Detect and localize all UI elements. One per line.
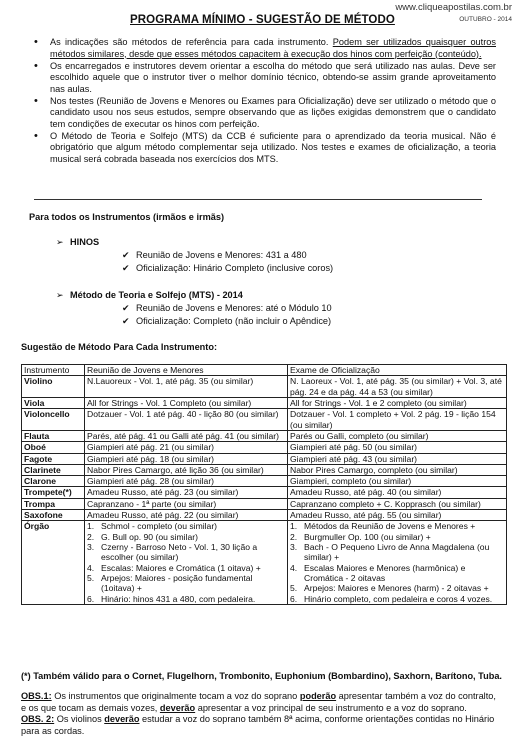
instrument-cell: Viola <box>22 397 85 408</box>
hinos-item-2-text: Oficialização: Hinário Completo (inclusive coros) <box>136 263 334 273</box>
youth-meeting-cell: Giampieri até pág. 28 (ou similar) <box>85 476 288 487</box>
list-item <box>87 594 285 604</box>
table-row <box>22 453 507 464</box>
list-text: Escalas Maiores e Menores (harmônica) e Cromática - 2 oitavas <box>304 562 466 583</box>
footnote-obs2 <box>21 714 503 737</box>
obs2-underlined: deverão <box>104 714 140 724</box>
obs1-underlined-1: poderão <box>299 691 337 701</box>
list-number: 3. <box>87 542 95 552</box>
table-header-row <box>22 365 507 376</box>
youth-meeting-cell: Capranzano - 1ª parte (ou similar) <box>85 498 288 509</box>
youth-meeting-cell: Parés, até pág. 41 ou Galli até pág. 41 (ou similar) <box>85 430 288 441</box>
list-item <box>87 532 285 542</box>
mts-arrow-icon: ➢ <box>56 290 64 300</box>
list-text: Bach - O Pequeno Livro de Anna Magdalena (ou similar) + <box>304 542 490 563</box>
mts-item-2 <box>122 316 331 328</box>
obs1-label: OBS.1: <box>21 691 52 701</box>
organ-right-list <box>290 521 504 604</box>
intro-bullet-4: • O Método de Teoria e Solfejo (MTS) da CCB é suficiente para o aprendizado da teoria musical. Não é obrigatório que algum método complementar seja utilizado. Nos testes e exames de oficialização, a teoria musical será cobrada baseada nos exercícios dos MTS. <box>34 131 496 166</box>
table-row <box>22 464 507 475</box>
list-text: Czerny - Barroso Neto - Vol. 1, 30 lição a escolher (ou similar) <box>101 542 258 563</box>
youth-meeting-cell: Giampieri até pág. 18 (ou similar) <box>85 453 288 464</box>
list-item <box>290 594 504 604</box>
officialization-cell <box>288 521 507 605</box>
list-item <box>290 583 504 593</box>
obs1-text-b: apresentar também a voz do contralto, e os que tocam as demais vozes, <box>21 691 496 713</box>
hinos-label: HINOS <box>70 237 100 247</box>
instrument-cell: Saxofone <box>22 510 85 521</box>
table-row-organ <box>22 521 507 605</box>
watermark-url: www.cliqueapostilas.com.br <box>395 2 512 13</box>
method-table-heading: Sugestão de Método Para Cada Instrumento: <box>21 342 218 352</box>
instrument-cell: Clarinete <box>22 464 85 475</box>
check-icon: ✔ <box>122 263 130 273</box>
list-number: 3. <box>290 542 298 552</box>
list-text: G. Bull op. 90 (ou similar) <box>101 531 198 542</box>
hinos-arrow-icon: ➢ <box>56 237 64 247</box>
list-number: 2. <box>290 531 298 542</box>
list-item <box>290 542 504 563</box>
list-item <box>290 521 504 531</box>
officialization-cell: All for Strings - Vol. 1 e 2 completo (ou similar) <box>288 397 507 408</box>
list-number: 2. <box>87 531 95 542</box>
col-header-officialization: Exame de Oficialização <box>288 365 507 376</box>
instrument-cell: Trompa <box>22 498 85 509</box>
method-table <box>21 364 507 605</box>
youth-meeting-cell: Giampieri até pág. 21 (ou similar) <box>85 442 288 453</box>
list-item <box>87 573 285 594</box>
list-item <box>290 563 504 584</box>
table-row <box>22 409 507 431</box>
instrument-cell: Fagote <box>22 453 85 464</box>
list-text: Burgmuller Op. 100 (ou similar) + <box>304 531 431 542</box>
list-number: 5. <box>290 583 298 594</box>
list-item <box>87 542 285 563</box>
officialization-cell: Dotzauer - Vol. 1 completo + Vol. 2 pág. 19 - lição 154 (ou similar) <box>288 409 507 431</box>
youth-meeting-cell <box>85 521 288 605</box>
officialization-cell: Giampieri, completo (ou similar) <box>288 476 507 487</box>
instrument-cell: Flauta <box>22 430 85 441</box>
obs1-underlined-2: deverão <box>159 702 196 713</box>
mts-item-2-text: Oficialização: Completo (não incluir o Apêndice) <box>136 316 332 326</box>
list-text: Hinário: hinos 431 a 480, com pedaleira. <box>101 593 256 604</box>
mts-item-1 <box>122 303 332 315</box>
page-title: PROGRAMA MÍNIMO - SUGESTÃO DE MÉTODO <box>130 14 395 26</box>
obs2-text-a: Os violinos <box>54 714 105 724</box>
list-number: 4. <box>87 562 95 573</box>
check-icon: ✔ <box>122 303 130 313</box>
youth-meeting-cell: N.Lauoreux - Vol. 1, até pág. 35 (ou similar) <box>85 376 288 398</box>
officialization-cell: Nabor Pires Camargo, completo (ou similar) <box>288 464 507 475</box>
hinos-item-2 <box>122 263 333 275</box>
officialization-cell: N. Laoreux - Vol. 1, até pág. 35 (ou similar) + Vol. 3, até pág. 24 e da pág. 44 a 53 (ou similar) <box>288 376 507 398</box>
mts-item-1-text: Reunião de Jovens e Menores: até o Módulo 10 <box>136 303 332 313</box>
instrument-cell: Trompete(*) <box>22 487 85 498</box>
table-row <box>22 510 507 521</box>
instrument-cell: Violino <box>22 376 85 398</box>
list-number: 1. <box>290 521 298 532</box>
youth-meeting-cell: All for Strings - Vol. 1 Completo (ou similar) <box>85 397 288 408</box>
all-instruments-heading: Para todos os Instrumentos (irmãos e irmãs) <box>29 212 225 222</box>
document-date: OUTUBRO - 2014 <box>459 16 512 23</box>
col-header-instrument: Instrumento <box>22 365 85 376</box>
officialization-cell: Amadeu Russo, até pág. 55 (ou similar) <box>288 510 507 521</box>
hinos-item-1 <box>122 250 307 262</box>
list-text: Schmol - completo (ou similar) <box>101 521 218 532</box>
instrument-cell: Oboé <box>22 442 85 453</box>
youth-meeting-cell: Dotzauer - Vol. 1 até pág. 40 - lição 80 (ou similar) <box>85 409 288 431</box>
list-text: Arpejos: Maiores - posição fundamental (1oitava) + <box>101 572 253 594</box>
section-divider <box>34 199 482 200</box>
footnote-obs1 <box>21 691 503 714</box>
list-text: Escalas: Maiores e Cromática (1 oitava) + <box>101 562 261 573</box>
table-row <box>22 476 507 487</box>
instrument-cell: Clarone <box>22 476 85 487</box>
list-text: Hinário completo, com pedaleira e coros 4 vozes. <box>304 593 493 604</box>
intro-bullet-1 <box>34 37 496 60</box>
list-number: 5. <box>87 572 95 583</box>
obs2-label: OBS. 2: <box>21 714 55 724</box>
youth-meeting-cell: Amadeu Russo, até pág. 23 (ou similar) <box>85 487 288 498</box>
intro-bullet-list <box>34 37 496 166</box>
intro-bullet-3: • Nos testes (Reunião de Jovens e Menores ou Exames para Oficialização) deve ser utilizado o método que o candidato usou nos seus estudos, sempre observando que as lições exigidas demonstrem que o candidato tem condições de executar os hinos com perfeição. <box>34 96 496 131</box>
list-text: Métodos da Reunião de Jovens e Menores + <box>304 521 476 532</box>
check-icon: ✔ <box>122 250 130 260</box>
list-item <box>87 521 285 531</box>
col-header-youth-meeting: Reunião de Jovens e Menores <box>85 365 288 376</box>
table-row <box>22 487 507 498</box>
officialization-cell: Parés ou Galli, completo (ou similar) <box>288 430 507 441</box>
list-number: 6. <box>87 593 95 604</box>
officialization-cell: Giampieri até pág. 43 (ou similar) <box>288 453 507 464</box>
intro-bullet-1-text: As indicações são métodos de referência para cada instrumento. <box>50 37 333 47</box>
officialization-cell: Amadeu Russo, até pág. 40 (ou similar) <box>288 487 507 498</box>
obs1-text-a: Os instrumentos que originalmente tocam a voz do soprano <box>51 691 300 701</box>
footnote-star: (*) Também válido para o Cornet, Flugelhorn, Trombonito, Euphonium (Bombardino), Saxhorn, Barítono, Tuba. <box>21 671 502 681</box>
list-item <box>290 532 504 542</box>
officialization-cell: Capranzano completo + C. Kopprasch (ou similar) <box>288 498 507 509</box>
mts-label: Método de Teoria e Solfejo (MTS) - 2014 <box>70 290 243 300</box>
table-row <box>22 397 507 408</box>
organ-left-list <box>87 521 285 604</box>
table-row <box>22 376 507 398</box>
check-icon: ✔ <box>122 316 130 326</box>
table-row <box>22 442 507 453</box>
officialization-cell: Giampieri até pág. 50 (ou similar) <box>288 442 507 453</box>
list-number: 6. <box>290 593 298 604</box>
intro-bullet-2: • Os encarregados e instrutores devem orientar a escolha do método que será utilizado nas aulas. Deve ser escolhido aquele que o instrutor tiver o melhor domínio técnico, obtendo-se assim grande aproveitamento nas aulas. <box>34 61 496 96</box>
youth-meeting-cell: Nabor Pires Camargo, até lição 36 (ou similar) <box>85 464 288 475</box>
obs1-text-c: apresentar a voz principal de seu instrumento e a voz do soprano. <box>195 702 467 713</box>
list-number: 1. <box>87 521 95 532</box>
intro-bullet-1-underlined: Podem ser utilizados quaisquer outros métodos similares, desde que esses métodos capacitem à execução dos hinos com perfeição (conteúdo). <box>50 37 496 59</box>
list-item <box>87 563 285 573</box>
list-text: Arpejos: Maiores e Menores (harm) - 2 oitavas + <box>304 583 489 594</box>
table-row <box>22 430 507 441</box>
hinos-item-1-text: Reunião de Jovens e Menores: 431 a 480 <box>136 250 307 260</box>
table-row <box>22 498 507 509</box>
obs2-text-b: estudar a voz do soprano também 8ª acima, conforme orientações contidas no Hinário para as cordas. <box>21 714 495 736</box>
instrument-cell: Órgão <box>22 521 85 605</box>
instrument-cell: Violoncello <box>22 409 85 431</box>
list-number: 4. <box>290 562 298 573</box>
youth-meeting-cell: Amadeu Russo, até pág. 22 (ou similar) <box>85 510 288 521</box>
